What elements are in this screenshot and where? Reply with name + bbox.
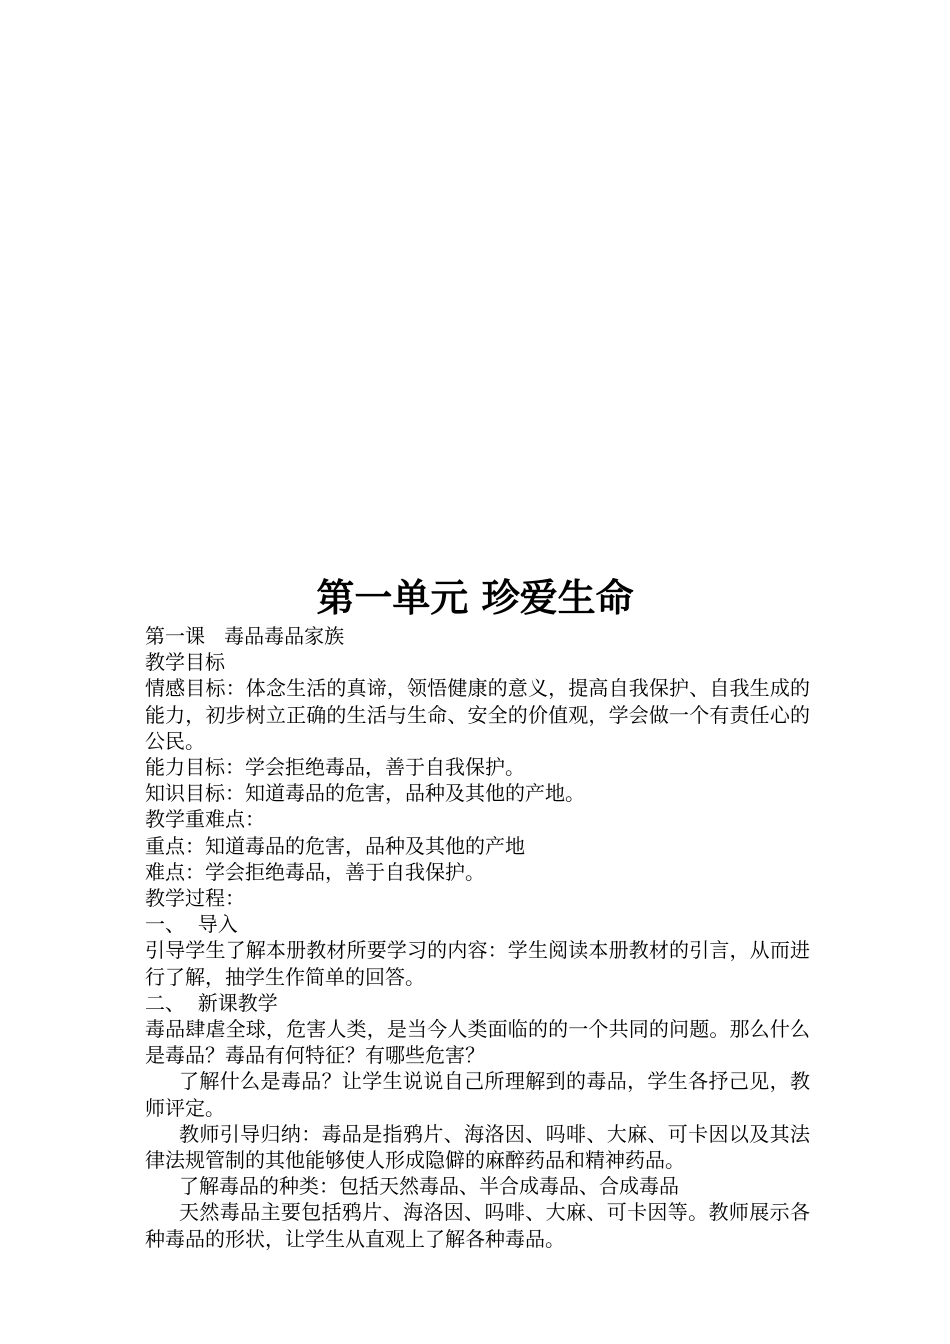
paragraph: 了解毒品的种类：包括天然毒品、半合成毒品、合成毒品	[179, 1174, 679, 1199]
document-body	[145, 623, 810, 1252]
paragraph: 重点：知道毒品的危害，品种及其他的产地	[145, 833, 525, 858]
unit-title: 第一单元 珍爱生命	[316, 576, 634, 620]
paragraph: 一、 导入	[145, 912, 238, 937]
paragraph: 教学目标	[145, 650, 225, 675]
paragraph: 毒品肆虐全球，危害人类，是当今人类面临的的一个共同的问题。那么什么是毒品？毒品有何特征？有哪些危害？	[145, 1017, 810, 1068]
paragraph: 难点：学会拒绝毒品，善于自我保护。	[145, 859, 485, 884]
paragraph: 知识目标：知道毒品的危害，品种及其他的产地。	[145, 781, 585, 806]
paragraph: 教学重难点：	[145, 807, 265, 832]
paragraph: 能力目标：学会拒绝毒品，善于自我保护。	[145, 755, 525, 780]
paragraph: 第一课 毒品毒品家族	[145, 624, 345, 648]
paragraph: 教师引导归纳：毒品是指鸦片、海洛因、吗啡、大麻、可卡因以及其法律法规管制的其他能够使人形成隐僻的麻醉药品和精神药品。	[145, 1121, 810, 1173]
paragraph: 二、 新课教学	[145, 990, 278, 1015]
paragraph: 教学过程：	[145, 886, 245, 911]
paragraph: 引导学生了解本册教材所要学习的内容：学生阅读本册教材的引言，从而进行了解，抽学生作简单的回答。	[145, 938, 810, 989]
paragraph: 了解什么是毒品？让学生说说自己所理解到的毒品，学生各抒己见，教师评定。	[145, 1069, 810, 1120]
paragraph: 天然毒品主要包括鸦片、海洛因、吗啡、大麻、可卡因等。教师展示各种毒品的形状，让学生从直观上了解各种毒品。	[145, 1200, 810, 1251]
paragraph: 情感目标：体念生活的真谛，领悟健康的意义，提高自我保护、自我生成的能力，初步树立正确的生活与生命、安全的价值观，学会做一个有责任心的公民。	[145, 676, 810, 753]
